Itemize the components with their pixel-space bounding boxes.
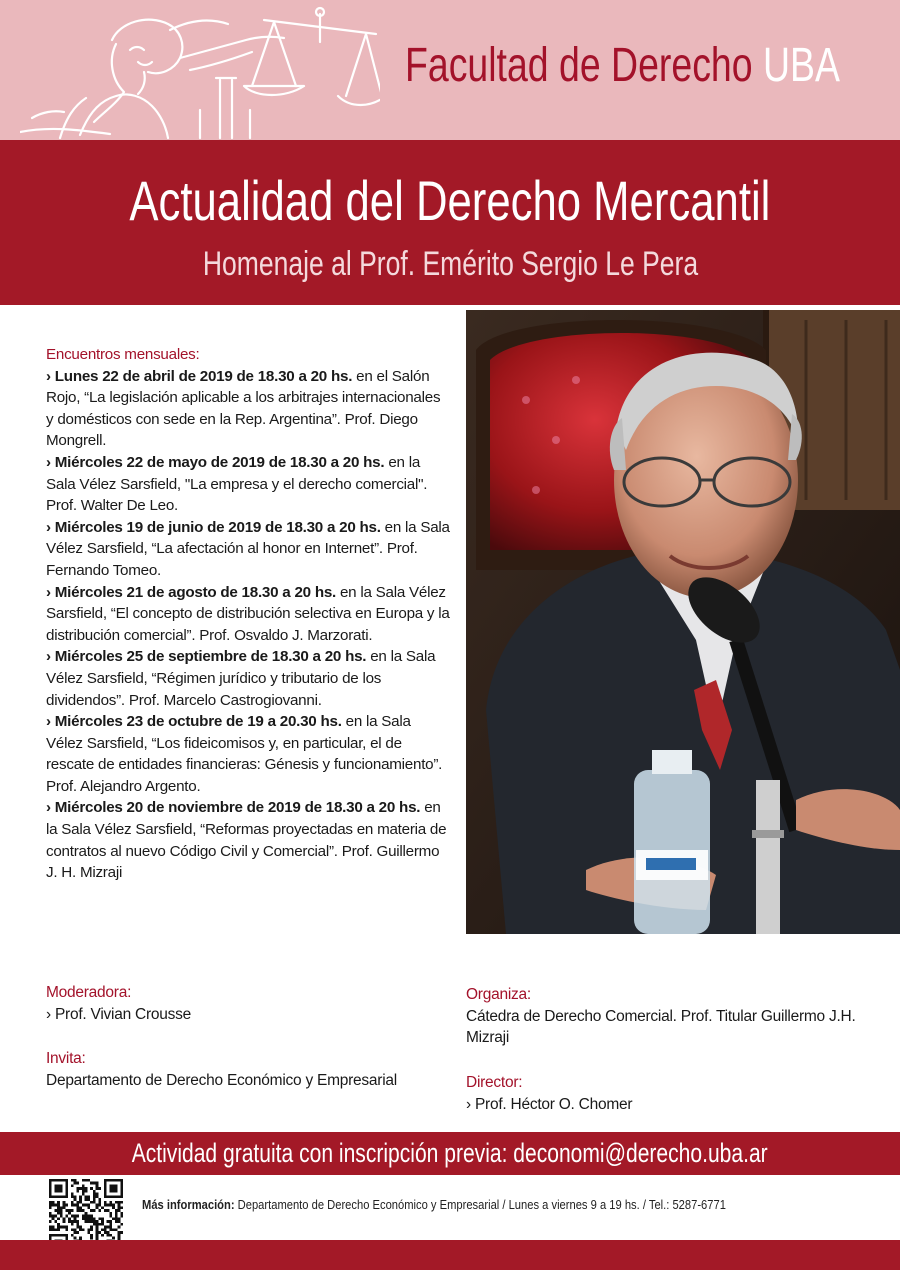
moderator-label: Moderadora: (46, 984, 132, 1001)
director-label: Director: (466, 1074, 523, 1091)
organizer-block (466, 984, 886, 1049)
moderator-value: › Prof. Vivian Crousse (46, 1005, 191, 1023)
invites-label: Invita: (46, 1050, 86, 1067)
invites-block (46, 1048, 446, 1091)
lady-justice-illustration (20, 0, 380, 140)
event-item (46, 366, 450, 452)
brand-suffix: UBA (762, 39, 840, 92)
title-banner (0, 140, 900, 305)
event-description: en la Sala Vélez Sarsfield, “Los fideicomisos y, en particular, el de rescate de entidades financieras: Génesis y funcionamiento”. Prof. Alejandro Argento. (46, 713, 443, 795)
event-item (46, 452, 450, 517)
bottom-strip (0, 1240, 900, 1270)
event-date: › Lunes 22 de abril de 2019 de 18.30 a 20 hs. (46, 367, 353, 385)
moderator-block (46, 982, 446, 1025)
event-subtitle-text: Homenaje al Prof. Emérito Sergio Le Pera (202, 245, 698, 283)
event-date: › Miércoles 22 de mayo de 2019 de 18.30 a 20 hs. (46, 453, 385, 471)
event-description: en la Sala Vélez Sarsfield, “Régimen jurídico y tributario de los dividendos”. Prof. Marcelo Castrogiovanni. (46, 648, 436, 709)
event-description: en la Sala Vélez Sarsfield, "La empresa y el derecho comercial". Prof. Walter De Leo. (46, 453, 428, 515)
organizer-value: Cátedra de Derecho Comercial. Prof. Titular Guillermo J.H. Mizraji (466, 1007, 856, 1046)
event-subtitle (0, 242, 900, 286)
more-info-text: Departamento de Derecho Económico y Empresarial / Lunes a viernes 9 a 19 hs. / Tel.: 5287-6771 (234, 1197, 726, 1212)
event-item (46, 711, 450, 797)
registration-text: Actividad gratuita con inscripción previa: deconomi@derecho.uba.ar (132, 1138, 768, 1168)
faculty-brand (405, 38, 885, 108)
events-list (46, 344, 450, 884)
event-description: en la Sala Vélez Sarsfield, “Reformas proyectadas en materia de contratos al nuevo Código Civil y Comercial”. Prof. Guillermo J. H. Mizraji (46, 799, 447, 882)
event-description: en la Sala Vélez Sarsfield, “La afectación al honor en Internet”. Prof. Fernando Tomeo. (46, 518, 450, 579)
events-heading: Encuentros mensuales: (46, 346, 200, 363)
director-block (466, 1072, 886, 1115)
more-info-label: Más información: (142, 1197, 235, 1212)
registration-bar (0, 1132, 900, 1175)
header (0, 0, 900, 140)
event-item (46, 582, 450, 647)
speaker-photo-illustration (466, 310, 900, 934)
event-item (46, 797, 450, 883)
event-description: en la Sala Vélez Sarsfield, “El concepto de distribución selectiva en Europa y la distribución comercial”. Prof. Osvaldo J. Marzorati. (46, 583, 450, 644)
organizer-label: Organiza: (466, 986, 531, 1003)
director-value: › Prof. Héctor O. Chomer (466, 1095, 633, 1113)
invites-value: Departamento de Derecho Económico y Empresarial (46, 1071, 397, 1089)
event-date: › Miércoles 23 de octubre de 19 a 20.30 hs. (46, 713, 342, 731)
brand-name: Facultad de Derecho (405, 39, 763, 92)
event-date: › Miércoles 19 de junio de 2019 de 18.30 a 20 hs. (46, 518, 381, 536)
event-date: › Miércoles 21 de agosto de 18.30 a 20 hs. (46, 583, 337, 601)
event-item (46, 517, 450, 582)
event-date: › Miércoles 25 de septiembre de 18.30 a 20 hs. (46, 648, 367, 666)
more-info (142, 1196, 882, 1214)
event-item (46, 646, 450, 711)
event-date: › Miércoles 20 de noviembre de 2019 de 18.30 a 20 hs. (46, 799, 421, 817)
event-title (0, 168, 900, 234)
speaker-photo (466, 310, 900, 934)
event-description: en el Salón Rojo, “La legislación aplicable a los arbitrajes internacionales y domésticos con sede en la Rep. Argentina”. Prof. Diego Mongrell. (46, 367, 441, 450)
event-title-text: Actualidad del Derecho Mercantil (129, 169, 771, 232)
